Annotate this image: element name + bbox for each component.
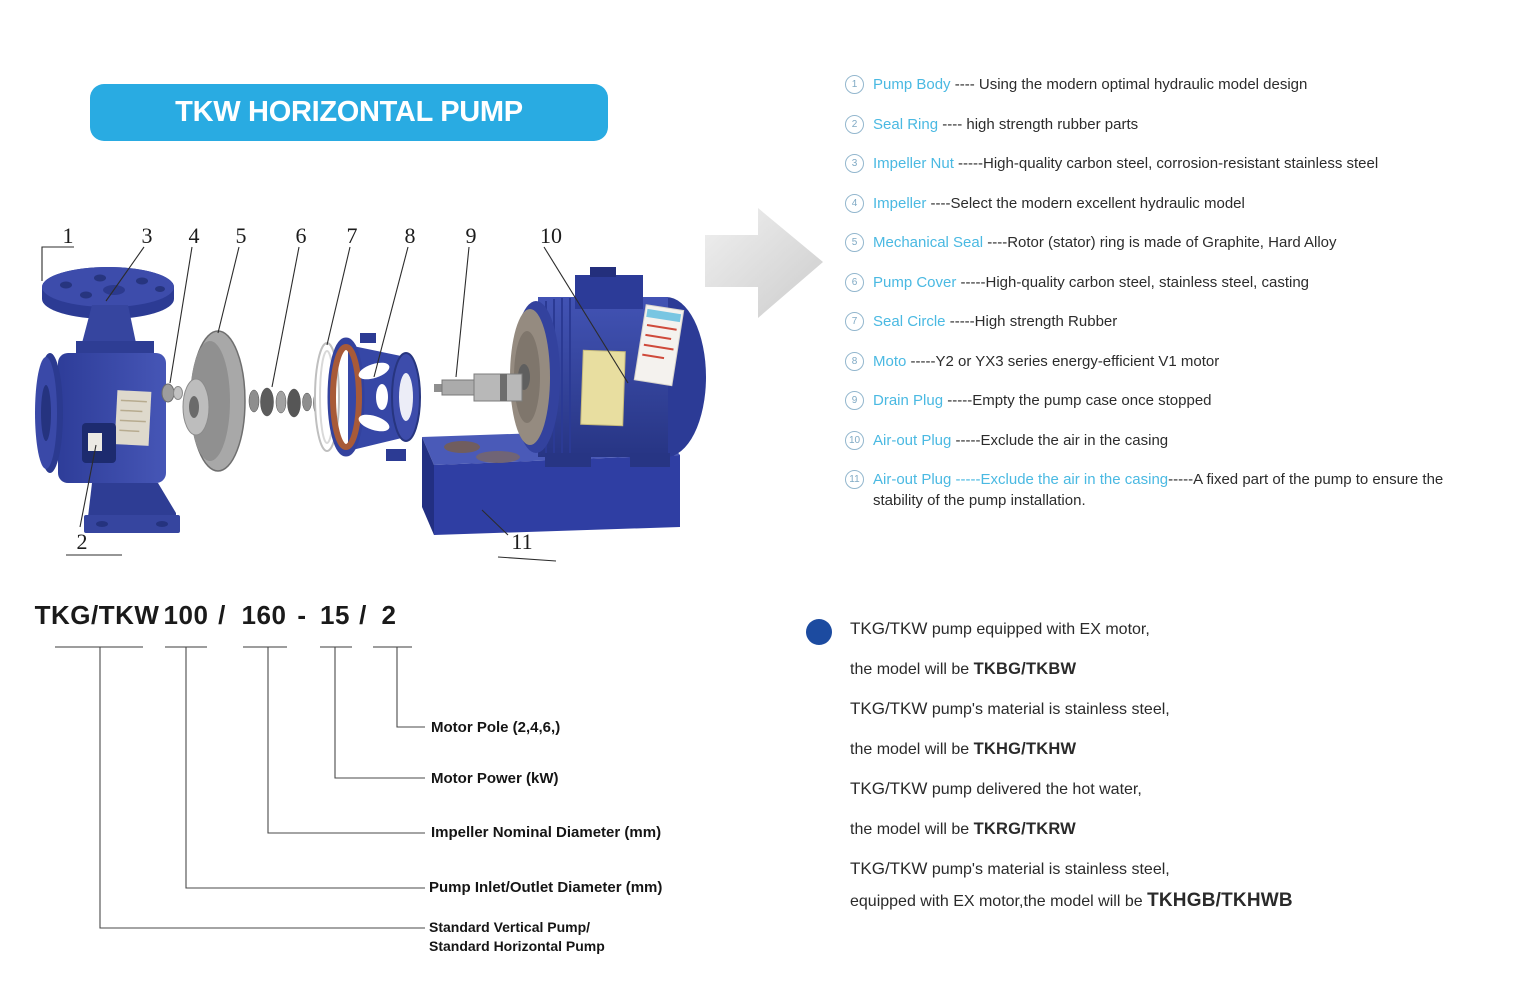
part-name: Seal Ring	[873, 115, 939, 133]
model-breakdown-tree	[0, 590, 760, 970]
motor-shaft-illustration	[434, 374, 522, 401]
impeller-nut-illustration	[162, 384, 183, 402]
part-number-badge: 9	[845, 391, 864, 410]
pump-body-illustration	[35, 267, 180, 533]
part-desc: ---- high strength rubber parts	[938, 115, 1139, 133]
note-lead: TKG/TKW	[850, 619, 928, 638]
callout-8: 8	[404, 223, 416, 248]
list-item	[845, 232, 1478, 253]
part-number-badge: 6	[845, 273, 864, 292]
list-item	[845, 469, 1478, 511]
parts-list	[845, 74, 1505, 530]
part-desc: -----A fixed part of the pump to ensure the stability of the pump installation.	[873, 471, 1444, 509]
model-code-pole: 2	[381, 600, 397, 630]
callout-9: 9	[465, 223, 477, 248]
note-line	[850, 818, 1510, 858]
label-impeller-diameter: Impeller Nominal Diameter (mm)	[431, 824, 662, 841]
list-item	[845, 430, 1478, 451]
note-text: pump's material is stainless steel,	[927, 701, 1170, 718]
note-lead: TKG/TKW	[850, 859, 928, 878]
part-name: Impeller	[873, 194, 927, 212]
pump-cover-illustration	[331, 333, 420, 461]
label-standard-vertical: Standard Vertical Pump/	[429, 919, 591, 935]
model-notes	[850, 618, 1510, 930]
note-model-code: TKHG/TKHW	[973, 740, 1077, 758]
note-model-code: TKHGB/TKHWB	[1147, 890, 1293, 911]
part-name: Mechanical Seal	[873, 234, 984, 251]
part-number-badge: 3	[845, 154, 864, 173]
bullet-icon	[806, 619, 832, 645]
part-desc: -----Y2 or YX3 series energy-efficient V1 motor	[906, 352, 1220, 370]
note-line	[850, 738, 1510, 778]
motor-nameplate	[581, 350, 626, 425]
part-desc-blue: -----Exclude the air in the casing	[951, 471, 1169, 488]
part-name: Drain Plug	[873, 392, 944, 409]
note-line	[850, 778, 1510, 818]
list-item	[845, 193, 1478, 214]
note-text: equipped with EX motor,the model will be	[850, 893, 1148, 910]
model-code-impeller: 160	[241, 600, 287, 630]
list-item	[845, 311, 1478, 332]
note-text: the model will be	[850, 821, 974, 838]
part-number-badge: 5	[845, 233, 864, 252]
callout-2: 2	[76, 529, 88, 554]
part-desc: -----High strength Rubber	[945, 313, 1118, 330]
model-code-dash: -	[297, 600, 307, 630]
part-name: Pump Body	[873, 76, 951, 93]
callout-5: 5	[235, 223, 247, 248]
callout-7: 7	[346, 223, 358, 248]
part-name: Air-out Plug	[873, 471, 952, 488]
note-text: the model will be	[850, 741, 974, 758]
page-title: TKW HORIZONTAL PUMP	[175, 96, 523, 128]
list-item	[845, 351, 1478, 372]
part-name: Impeller Nut	[873, 155, 954, 172]
note-model-code: TKBG/TKBW	[973, 660, 1077, 678]
motor-illustration	[510, 267, 706, 467]
list-item	[845, 74, 1478, 95]
note-line	[850, 890, 1510, 930]
list-item	[845, 272, 1478, 293]
part-number-badge: 10	[845, 431, 864, 450]
part-desc: -----Exclude the air in the casing	[951, 431, 1169, 449]
pump-exploded-diagram	[30, 205, 750, 575]
part-desc: ----Rotor (stator) ring is made of Graphite, Hard Alloy	[983, 234, 1337, 251]
note-text: pump delivered the hot water,	[927, 781, 1142, 798]
note-text: the model will be	[850, 661, 974, 678]
note-lead: TKG/TKW	[850, 699, 928, 718]
part-number-badge: 11	[845, 470, 864, 489]
part-name: Moto	[873, 352, 907, 370]
part-number-badge: 1	[845, 75, 864, 94]
note-line	[850, 618, 1510, 658]
part-desc: -----High-quality carbon steel, stainless steel, casting	[956, 273, 1310, 291]
title-banner	[90, 84, 608, 141]
callout-6: 6	[295, 223, 307, 248]
label-motor-pole: Motor Pole (2,4,6,)	[431, 719, 561, 736]
list-item	[845, 153, 1478, 174]
callout-4: 4	[188, 223, 200, 248]
part-desc: -----Empty the pump case once stopped	[943, 392, 1212, 409]
part-number-badge: 8	[845, 352, 864, 371]
note-model-code: TKRG/TKRW	[973, 820, 1076, 838]
note-text: pump equipped with EX motor,	[927, 621, 1150, 638]
arrow-right-icon	[700, 205, 830, 325]
callout-11: 11	[511, 529, 533, 554]
part-number-badge: 2	[845, 115, 864, 134]
note-lead: TKG/TKW	[850, 779, 928, 798]
part-number-badge: 7	[845, 312, 864, 331]
note-line	[850, 698, 1510, 738]
model-code-slash-1: /	[218, 600, 226, 630]
part-name: Pump Cover	[873, 273, 957, 291]
part-desc: ----Select the modern excellent hydraulic model	[926, 194, 1245, 212]
callout-3: 3	[141, 223, 153, 248]
note-line	[850, 858, 1510, 890]
list-item	[845, 390, 1478, 411]
label-motor-power: Motor Power (kW)	[431, 770, 559, 787]
impeller-illustration	[183, 331, 245, 471]
pump-body-label	[115, 390, 152, 446]
part-number-badge: 4	[845, 194, 864, 213]
model-code-power: 15	[320, 600, 350, 630]
model-code-slash-2: /	[359, 600, 367, 630]
callout-1: 1	[62, 223, 74, 248]
part-desc: ---- Using the modern optimal hydraulic model design	[950, 76, 1308, 93]
list-item	[845, 114, 1478, 135]
part-name: Air-out Plug	[873, 431, 952, 449]
model-code-inlet: 100	[163, 600, 209, 630]
part-desc: -----High-quality carbon steel, corrosion-resistant stainless steel	[953, 155, 1379, 172]
model-code-prefix: TKG/TKW	[34, 600, 160, 630]
part-name: Seal Circle	[873, 313, 946, 330]
label-inlet-outlet: Pump Inlet/Outlet Diameter (mm)	[429, 879, 663, 896]
note-line	[850, 658, 1510, 698]
label-standard-horizontal: Standard Horizontal Pump	[429, 938, 605, 954]
callout-10: 10	[540, 223, 562, 248]
note-text: pump's material is stainless steel,	[927, 861, 1170, 878]
